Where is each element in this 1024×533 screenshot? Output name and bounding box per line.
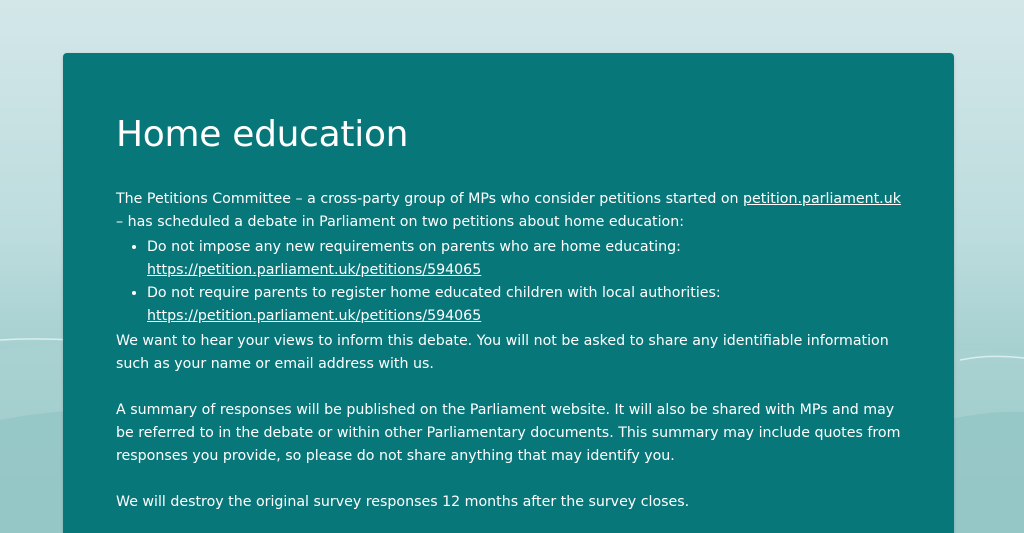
survey-description <box>116 188 901 514</box>
views-paragraph: We want to hear your views to inform this debate. You will not be asked to share any identifiable information such as your name or email address with us. <box>116 333 889 372</box>
petition-text: Do not impose any new requirements on parents who are home educating: <box>147 239 681 255</box>
petition-link[interactable]: https://petition.parliament.uk/petitions/594065 <box>147 308 482 324</box>
intro-paragraph <box>116 188 901 234</box>
summary-paragraph: A summary of responses will be published on the Parliament website. It will also be shared with MPs and may be referred to in the debate or within other Parliamentary documents. This summary may include quotes from responses you provide, so please do not share anything that may identify you. <box>116 402 901 464</box>
retention-paragraph: We will destroy the original survey responses 12 months after the survey closes. <box>116 494 690 510</box>
petitions-list <box>116 236 901 328</box>
list-item <box>147 236 901 282</box>
petition-site-link[interactable]: petition.parliament.uk <box>743 191 901 207</box>
list-item <box>147 282 901 328</box>
petition-link[interactable]: https://petition.parliament.uk/petitions/594065 <box>147 262 482 278</box>
petition-text: Do not require parents to register home educated children with local authorities: <box>147 285 721 301</box>
page-title: Home education <box>116 114 409 155</box>
intro-text-prefix: The Petitions Committee – a cross-party group of MPs who consider petitions started on <box>116 191 744 207</box>
intro-text-suffix: – has scheduled a debate in Parliament on two petitions about home education: <box>116 214 685 230</box>
survey-intro-card <box>63 53 954 533</box>
